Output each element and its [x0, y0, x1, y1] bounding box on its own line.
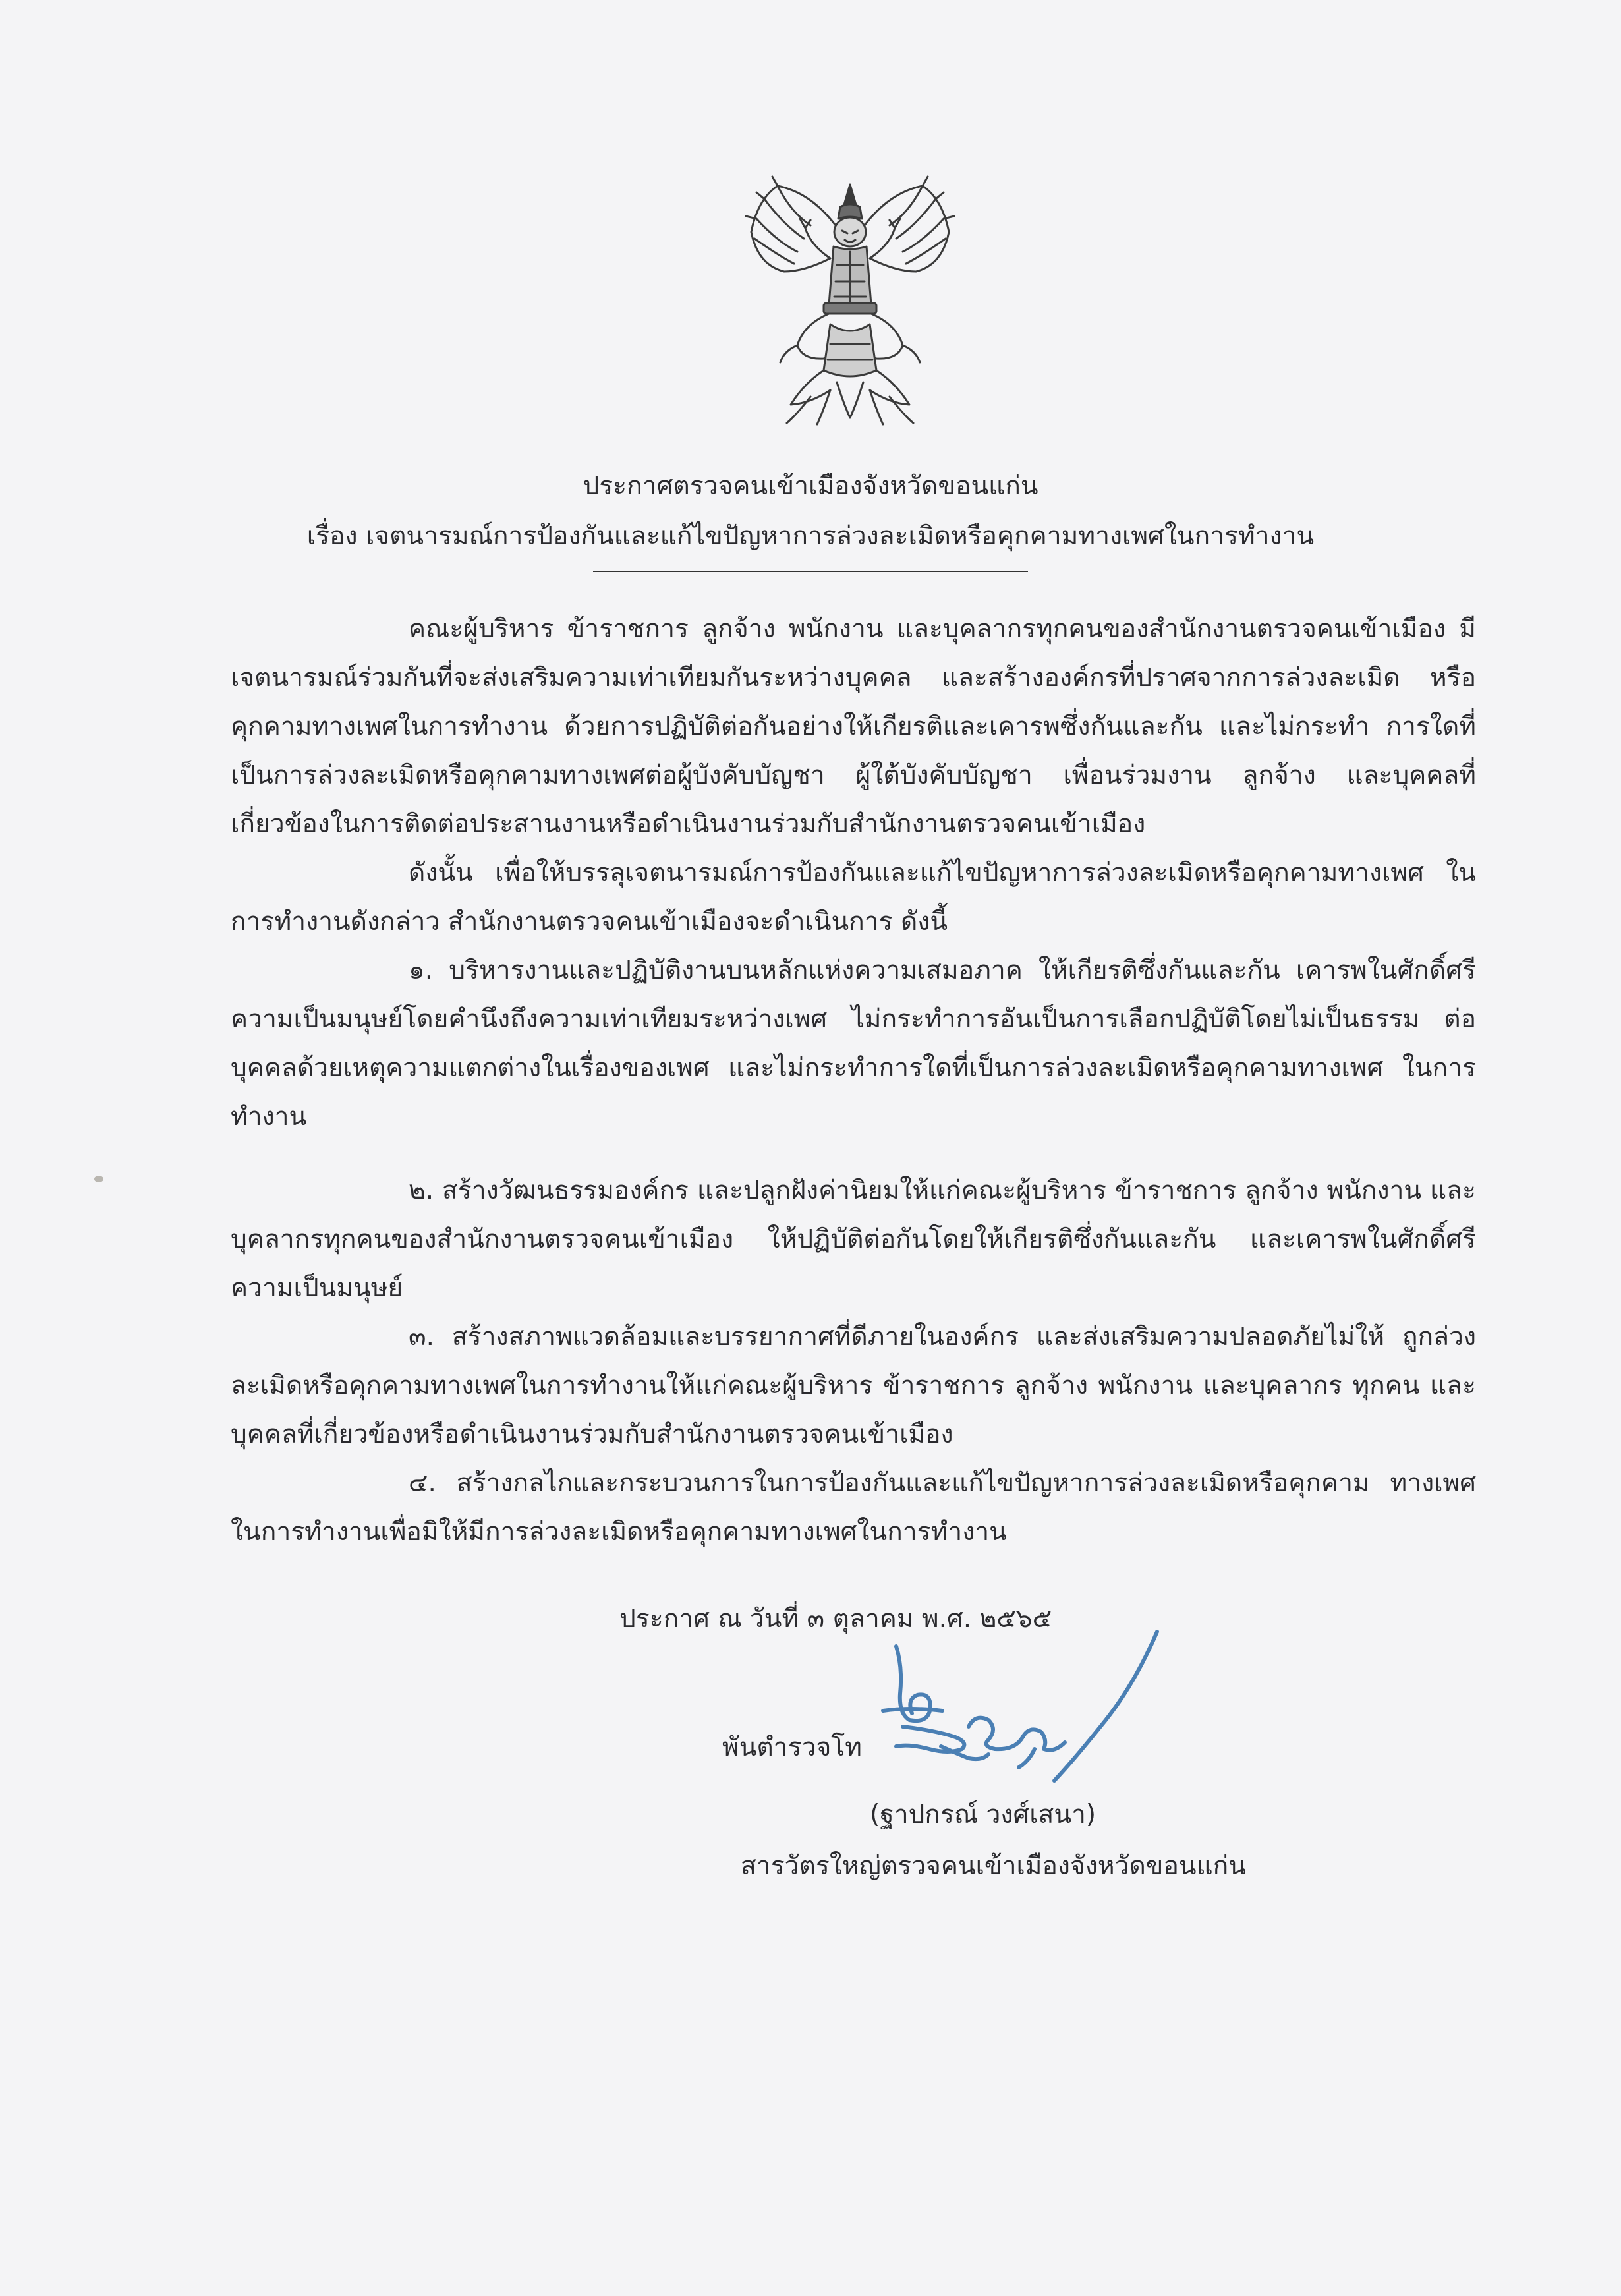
transition-paragraph: ดังนั้น เพื่อให้บรรลุเจตนารมณ์การป้องกันและแก้ไขปัญหาการล่วงละเมิดหรือคุกคามทางเพศ ในการทำงานดังกล่าว สำนักงานตรวจคนเข้าเมืองจะดำเนินการ ดังนี้: [231, 858, 1476, 936]
garuda-emblem-icon: [731, 173, 969, 430]
intro-paragraph: คณะผู้บริหาร ข้าราชการ ลูกจ้าง พนักงาน และบุคลากรทุกคนของสำนักงานตรวจคนเข้าเมือง มีเจตนารมณ์ร่วมกันที่จะส่งเสริมความเท่าเทียมกันระหว่างบุคคล และสร้างองค์กรที่ปราศจากการล่วงละเมิด หรือคุกคามทางเพศในการทำงาน ด้วยการปฏิบัติต่อกันอย่างให้เกียรติและเคารพซึ่งกันและกัน และไม่กระทำ การใดที่เป็นการล่วงละเมิดหรือคุกคามทางเพศต่อผู้บังคับบัญชา ผู้ใต้บังคับบัญชา เพื่อนร่วมงาน ลูกจ้าง และบุคคลที่เกี่ยวข้องในการติดต่อประสานงานหรือดำเนินงานร่วมกับสำนักงานตรวจคนเข้าเมือง: [231, 614, 1476, 839]
announcement-date: ประกาศ ณ วันที่ ๓ ตุลาคม พ.ศ. ๒๕๖๕: [619, 1604, 1052, 1634]
measure-item-4: ๔. สร้างกลไกและกระบวนการในการป้องกันและแก้ไขปัญหาการล่วงละเมิดหรือคุกคาม ทางเพศในการทำงานเพื่อมิให้มีการล่วงละเมิดหรือคุกคามทางเพศในการทำงาน: [231, 1468, 1476, 1547]
measure-item-1: ๑. บริหารงานและปฏิบัติงานบนหลักแห่งความเสมอภาค ให้เกียรติซึ่งกันและกัน เคารพในศักดิ์ศรี ความเป็นมนุษย์โดยคำนึงถึงความเท่าเทียมระหว่างเพศ ไม่กระทำการอันเป็นการเลือกปฏิบัติโดยไม่เป็นธรรม ต่อบุคคลด้วยเหตุความแตกต่างในเรื่องของเพศ และไม่กระทำการใดที่เป็นการล่วงละเมิดหรือคุกคามทางเพศ ในการทำงาน: [231, 956, 1476, 1132]
signer-position: สารวัตรใหญ่ตรวจคนเข้าเมืองจังหวัดขอนแก่น: [741, 1851, 1246, 1881]
announcement-title: ประกาศตรวจคนเข้าเมืองจังหวัดขอนแก่น: [583, 471, 1038, 501]
paper-speck: [94, 1176, 103, 1182]
title-divider: [593, 571, 1028, 572]
handwritten-signature-icon: [857, 1608, 1173, 1825]
announcement-subject: เรื่อง เจตนารมณ์การป้องกันและแก้ไขปัญหาการล่วงละเมิดหรือคุกคามทางเพศในการทำงาน: [306, 521, 1315, 551]
announcement-header: [0, 461, 1621, 572]
announcement-body: [231, 605, 1476, 1557]
signer-rank: พันตำรวจโท: [722, 1733, 862, 1762]
measure-item-3: ๓. สร้างสภาพแวดล้อมและบรรยากาศที่ดีภายในองค์กร และส่งเสริมความปลอดภัยไม่ให้ ถูกล่วงละเมิดหรือคุกคามทางเพศในการทำงานให้แก่คณะผู้บริหาร ข้าราชการ ลูกจ้าง พนักงาน และบุคลากร ทุกคน และบุคคลที่เกี่ยวข้องหรือดำเนินงานร่วมกับสำนักงานตรวจคนเข้าเมือง: [231, 1322, 1476, 1449]
measure-item-2: ๒. สร้างวัฒนธรรมองค์กร และปลูกฝังค่านิยมให้แก่คณะผู้บริหาร ข้าราชการ ลูกจ้าง พนักงาน และบุคลากรทุกคนของสำนักงานตรวจคนเข้าเมือง ให้ปฏิบัติต่อกันโดยให้เกียรติซึ่งกันและกัน และเคารพในศักดิ์ศรีความเป็นมนุษย์: [231, 1176, 1476, 1303]
signer-name: (ฐาปกรณ์ วงศ์เสนา): [870, 1800, 1096, 1829]
